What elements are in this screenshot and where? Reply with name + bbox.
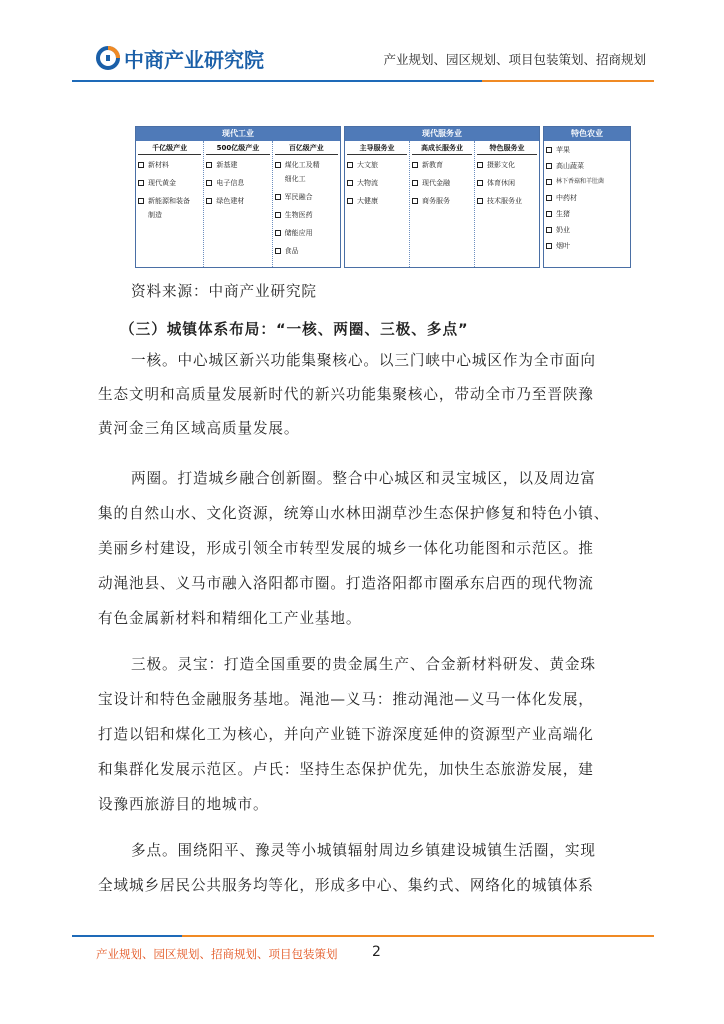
checkbox-icon: [412, 180, 418, 186]
header-rule-accent: [482, 80, 654, 82]
panel-title: 特色农业: [544, 127, 630, 141]
logo-text: 中商产业研究院: [124, 47, 264, 72]
logo-icon: [96, 46, 120, 70]
column-title: 高成长服务业: [412, 143, 472, 155]
figure-item: 生猪: [546, 209, 628, 219]
footer-rule-accent: [182, 935, 654, 937]
figure-item: 烟叶: [546, 241, 628, 251]
column-title: 千亿级产业: [138, 143, 201, 155]
figure-column: [136, 141, 204, 267]
footer-slogan: 产业规划、园区规划、招商规划、项目包装策划: [96, 947, 338, 961]
section-heading: （三）城镇体系布局：“一核、两圈、三极、多点”: [120, 321, 469, 338]
figure-item-continued: 制造: [148, 211, 162, 219]
figure-item: 技术服务业: [477, 196, 537, 206]
figure-item: 现代黄金: [138, 178, 201, 188]
logo: [96, 44, 264, 72]
checkbox-icon: [275, 248, 281, 254]
paragraph-line: 有色金属新材料和精细化工产业基地。: [98, 610, 362, 627]
column-title: 百亿级产业: [275, 143, 338, 155]
checkbox-icon: [275, 230, 281, 236]
figure-column: [204, 141, 272, 267]
paragraph-line: 生态文明和高质量发展新时代的新兴功能集聚核心，带动全市乃至晋陕豫: [98, 386, 594, 403]
figure-column: [410, 141, 475, 267]
paragraph-line: 多点。围绕阳平、豫灵等小城镇辐射周边乡镇建设城镇生活圈，实现: [131, 842, 596, 859]
figure-column: [273, 141, 340, 267]
footer-rule: [72, 935, 182, 937]
checkbox-icon: [477, 180, 483, 186]
header-rule: [72, 80, 482, 82]
figure-item: 高山蔬菜: [546, 161, 628, 171]
page-header: [0, 0, 724, 96]
checkbox-icon: [546, 243, 552, 249]
checkbox-icon: [138, 162, 144, 168]
checkbox-icon: [138, 180, 144, 186]
paragraph-line: 全域城乡居民公共服务均等化，形成多中心、集约式、网络化的城镇体系: [98, 877, 594, 894]
checkbox-icon: [412, 198, 418, 204]
figure-item: 绿色建材: [206, 196, 269, 206]
column-title: 特色服务业: [477, 143, 537, 155]
figure-item: 体育休闲: [477, 178, 537, 188]
header-slogan: 产业规划、园区规划、项目包装策划、招商规划: [383, 52, 646, 67]
figure-item: 大文旅: [347, 160, 407, 170]
paragraph-line: 动渑池县、义马市融入洛阳都市圈。打造洛阳都市圈承东启西的现代物流: [98, 575, 594, 592]
figure-item: 生物医药: [275, 210, 338, 220]
checkbox-icon: [477, 162, 483, 168]
figure-item: 煤化工及精: [275, 160, 338, 170]
figure-item-continued: 细化工: [284, 175, 306, 183]
paragraph-line: 黄河金三角区域高质量发展。: [98, 420, 300, 437]
figure-item: 新材料: [138, 160, 201, 170]
panel-title: 现代服务业: [345, 127, 539, 141]
figure-item: 食品: [275, 246, 338, 256]
figure-item: 新教育: [412, 160, 472, 170]
paragraph-line: 三极。灵宝：打造全国重要的贵金属生产、合金新材料研发、黄金珠: [131, 656, 596, 673]
figure-item: 新能源和装备: [138, 196, 201, 206]
figure-item: 大健康: [347, 196, 407, 206]
figure-column: [544, 141, 630, 267]
paragraph-line: 一核。中心城区新兴功能集聚核心。以三门峡中心城区作为全市面向: [131, 352, 596, 369]
panel-title: 现代工业: [136, 127, 340, 141]
checkbox-icon: [546, 163, 552, 169]
checkbox-icon: [275, 212, 281, 218]
figure-column: [475, 141, 539, 267]
figure-item: 电子信息: [206, 178, 269, 188]
checkbox-icon: [546, 179, 552, 185]
figure-item: 苹果: [546, 145, 628, 155]
figure-item: 摄影文化: [477, 160, 537, 170]
page-number: 2: [372, 944, 381, 960]
checkbox-icon: [546, 195, 552, 201]
figure-item: 商务服务: [412, 196, 472, 206]
paragraph-line: 打造以铝和煤化工为核心，并向产业链下游深度延伸的资源型产业高端化: [98, 726, 594, 743]
paragraph-line: 集的自然山水、文化资源，统筹山水林田湖草沙生态保护修复和特色小镇、: [98, 505, 610, 522]
figure-item: 军民融合: [275, 192, 338, 202]
figure-item: 新基建: [206, 160, 269, 170]
paragraph-line: 宝设计和特色金融服务基地。渑池—义马：推动渑池—义马一体化发展，: [98, 691, 594, 708]
figure-item: 储能应用: [275, 228, 338, 238]
checkbox-icon: [206, 162, 212, 168]
checkbox-icon: [477, 198, 483, 204]
figure-item: 现代金融: [412, 178, 472, 188]
figure-item: 奶业: [546, 225, 628, 235]
column-title: 500亿级产业: [206, 143, 269, 155]
figure-panel-services: [344, 126, 540, 268]
paragraph-line: 美丽乡村建设，形成引领全市转型发展的城乡一体化功能图和示范区。推: [98, 540, 594, 557]
checkbox-icon: [138, 198, 144, 204]
checkbox-icon: [546, 227, 552, 233]
checkbox-icon: [412, 162, 418, 168]
checkbox-icon: [347, 162, 353, 168]
checkbox-icon: [275, 162, 281, 168]
checkbox-icon: [275, 194, 281, 200]
paragraph-line: 和集群化发展示范区。卢氏：坚持生态保护优先，加快生态旅游发展，建: [98, 761, 594, 778]
checkbox-icon: [347, 198, 353, 204]
checkbox-icon: [347, 180, 353, 186]
figure-panel-industry: [135, 126, 341, 268]
checkbox-icon: [206, 198, 212, 204]
industry-figure: [131, 124, 632, 270]
figure-item: 中药材: [546, 193, 628, 203]
checkbox-icon: [546, 147, 552, 153]
paragraph-line: 设豫西旅游目的地城市。: [98, 796, 269, 813]
paragraph-line: 两圈。打造城乡融合创新圈。整合中心城区和灵宝城区，以及周边富: [131, 470, 596, 487]
figure-panel-agriculture: [543, 126, 631, 268]
checkbox-icon: [206, 180, 212, 186]
figure-item: 林下香菇和羊肚菌: [546, 177, 628, 187]
column-title: 主导服务业: [347, 143, 407, 155]
figure-source: 资料来源：中商产业研究院: [131, 283, 317, 300]
figure-column: [345, 141, 410, 267]
figure-item: 大物流: [347, 178, 407, 188]
checkbox-icon: [546, 211, 552, 217]
